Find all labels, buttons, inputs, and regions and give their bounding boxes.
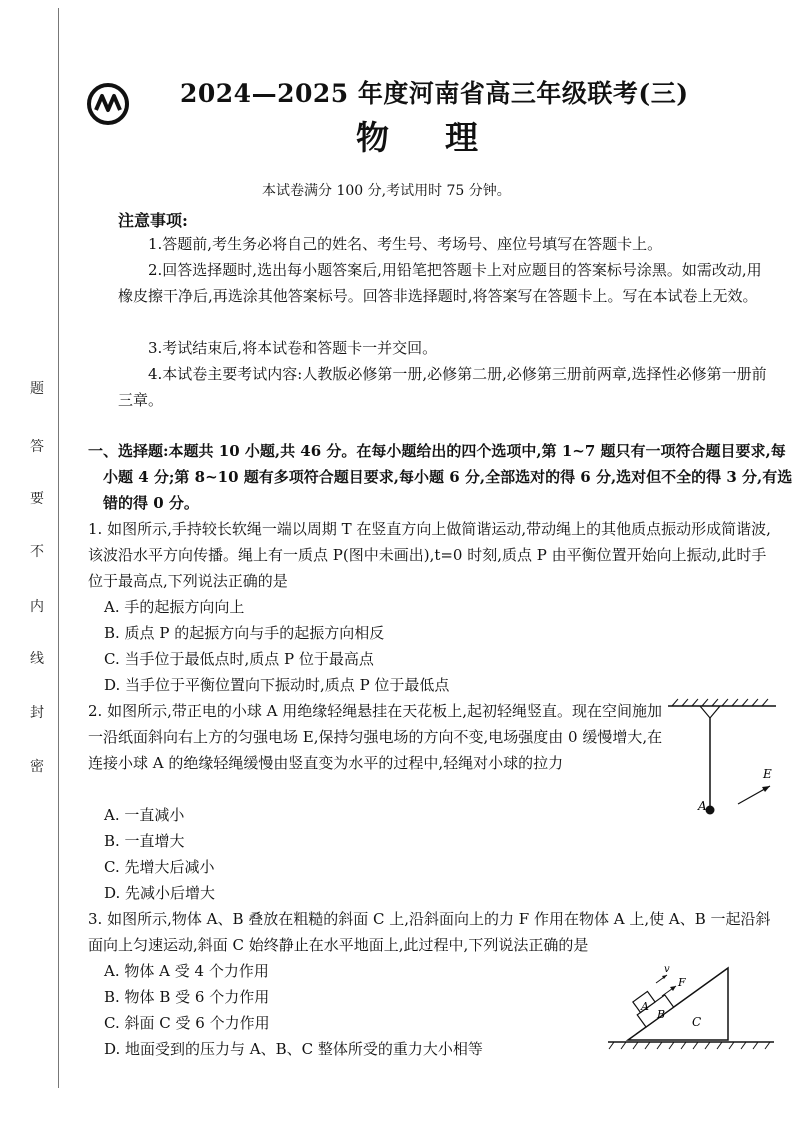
margin-char: 线 [30, 651, 44, 667]
ball-label: A [698, 799, 707, 813]
margin-char: 内 [30, 599, 44, 615]
margin-char: 封 [30, 705, 44, 721]
question-1-stem: 1. 如图所示,手持较长软绳一端以周期 T 在竖直方向上做简谐运动,带动绳上的其他质点振动形成简谐波,该波沿水平方向传播。绳上有一质点 P(图中未画出),t=0 时刻,质点 P 由平衡位置开始向上振动,此时手位于最高点,下列说法正确的是 [88, 520, 771, 590]
question-3-option-c: C. 斜面 C 受 6 个力作用 [104, 1014, 270, 1032]
subject-title: 物理 [356, 118, 534, 157]
margin-char: 要 [30, 491, 44, 507]
notice-item: 1.答题前,考生务必将自己的姓名、考生号、考场号、座位号填写在答题卡上。 [148, 235, 663, 253]
margin-char: 不 [30, 544, 44, 560]
question-3-option-a: A. 物体 A 受 4 个力作用 [104, 962, 269, 980]
field-label: E [763, 767, 772, 781]
margin-char: 密 [30, 759, 44, 775]
question-3-option-d: D. 地面受到的压力与 A、B、C 整体所受的重力大小相等 [104, 1040, 483, 1058]
question-1-option-c: C. 当手位于最低点时,质点 P 位于最高点 [104, 650, 374, 668]
notice-item: 4.本试卷主要考试内容:人教版必修第一册,必修第二册,必修第三册前两章,选择性必修第一册前三章。 [118, 365, 767, 409]
ball-a [706, 806, 715, 815]
question-2-figure [664, 696, 782, 831]
question-2-stem: 2. 如图所示,带正电的小球 A 用绝缘轻绳悬挂在天花板上,起初轻绳竖直。现在空间施加一沿纸面斜向右上方的匀强电场 E,保持匀强电场的方向不变,电场强度由 0 缓慢增大,在连接小球 A 的绝缘轻绳缓慢由竖直变为水平的过程中,轻绳对小球的拉力 [88, 702, 663, 772]
binding-margin-line [58, 8, 59, 1088]
label-b: B [657, 1008, 666, 1021]
question-2-option-c: C. 先增大后减小 [104, 858, 215, 876]
question-1-option-a: A. 手的起振方向向上 [104, 598, 245, 616]
question-3-stem: 3. 如图所示,物体 A、B 叠放在粗糙的斜面 C 上,沿斜面向上的力 F 作用在物体 A 上,使 A、B 一起沿斜面向上匀速运动,斜面 C 始终静止在水平地面上,此过程中,下列说法正确的是 [88, 910, 771, 954]
margin-char: 题 [30, 381, 44, 397]
notice-item: 3.考试结束后,将本试卷和答题卡一并交回。 [148, 339, 438, 357]
question-3-option-b: B. 物体 B 受 6 个力作用 [104, 988, 270, 1006]
notice-heading: 注意事项: [118, 211, 188, 230]
question-1-option-b: B. 质点 P 的起振方向与手的起振方向相反 [104, 624, 385, 642]
label-c: C [692, 1015, 702, 1029]
section-heading: 一、选择题:本题共 10 小题,共 46 分。在每小题给出的四个选项中,第 1~7 题只有一项符合题目要求,每小题 4 分;第 8~10 题有多项符合题目要求,每小题 6 分,全部选对的得 6 分,选对但不全的得 3 分,有选错的得 0 分。 [88, 442, 793, 512]
question-2-option-a: A. 一直减小 [104, 806, 185, 824]
exam-title: 2024—2025 年度河南省高三年级联考(三) [180, 79, 689, 108]
question-3-figure [604, 960, 778, 1052]
label-v: v [664, 964, 670, 975]
question-2-option-d: D. 先减小后增大 [104, 884, 216, 902]
notice-item: 2.回答选择题时,选出每小题答案后,用铅笔把答题卡上对应题目的答案标号涂黑。如需改动,用橡皮擦干净后,再选涂其他答案标号。回答非选择题时,将答案写在答题卡上。写在本试卷上无效。 [118, 261, 762, 305]
label-f: F [678, 976, 686, 989]
label-a: A [641, 1000, 649, 1013]
publisher-logo [86, 82, 130, 126]
question-2-option-b: B. 一直增大 [104, 832, 185, 850]
margin-char: 答 [30, 439, 44, 455]
exam-info: 本试卷满分 100 分,考试用时 75 分钟。 [262, 183, 511, 199]
question-1-option-d: D. 当手位于平衡位置向下振动时,质点 P 位于最低点 [104, 676, 450, 694]
